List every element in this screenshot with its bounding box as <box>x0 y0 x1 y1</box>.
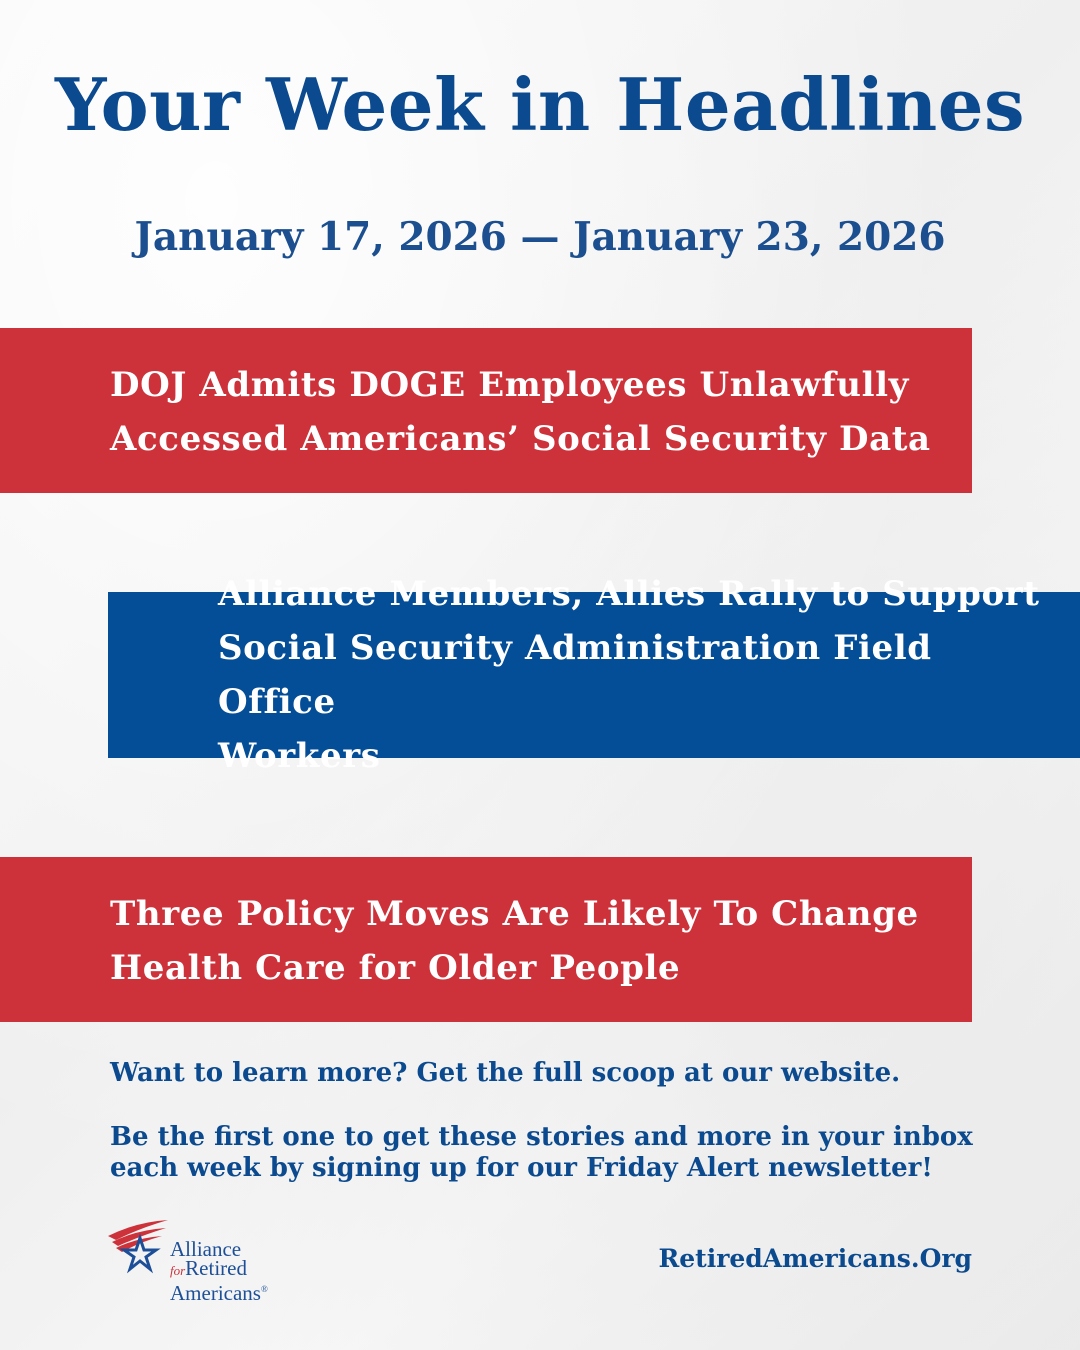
headline-3-text <box>110 887 932 995</box>
headline-2-line-2: Social Security Administration Field Office <box>218 628 932 722</box>
newsletter-signup-text <box>110 1122 990 1184</box>
logo-for: for <box>170 1263 186 1278</box>
headline-2-text <box>218 567 1060 783</box>
headline-2-line-3: Workers <box>218 736 381 776</box>
headline-3-line-2: Health Care for Older People <box>110 948 681 988</box>
learn-more-text: Want to learn more? Get the full scoop at our website. <box>110 1058 901 1088</box>
headline-3-line-1: Three Policy Moves Are Likely To Change <box>110 894 919 934</box>
logo-wordmark <box>170 1237 268 1305</box>
headline-1-line-2: Accessed Americans’ Social Security Data <box>110 419 931 459</box>
signup-line-1: Be the first one to get these stories and more in your inbox <box>110 1122 973 1152</box>
headline-1-line-1: DOJ Admits DOGE Employees Unlawfully <box>110 365 910 405</box>
date-range: January 17, 2026 — January 23, 2026 <box>134 214 946 260</box>
signup-line-2: each week by signing up for our Friday Alert newsletter! <box>110 1153 933 1183</box>
logo-line-2 <box>170 1256 268 1280</box>
headline-band-1[interactable] <box>0 328 972 493</box>
logo-registered-mark: ® <box>260 1284 268 1294</box>
headline-band-2[interactable] <box>108 574 1080 776</box>
alliance-logo[interactable] <box>106 1218 296 1304</box>
headline-band-3[interactable] <box>0 857 972 1022</box>
headline-1-text <box>110 358 932 466</box>
logo-retired: Retired <box>185 1256 247 1280</box>
logo-americans: Americans <box>170 1281 261 1305</box>
headline-2-line-1: Alliance Members, Allies Rally to Support <box>218 574 1040 614</box>
page-title: Your Week in Headlines <box>54 62 1026 147</box>
logo-line-3 <box>170 1280 268 1303</box>
logo-line-1: Alliance <box>170 1237 242 1261</box>
website-link[interactable]: RetiredAmericans.Org <box>658 1244 972 1273</box>
star-flag-icon <box>106 1218 176 1278</box>
